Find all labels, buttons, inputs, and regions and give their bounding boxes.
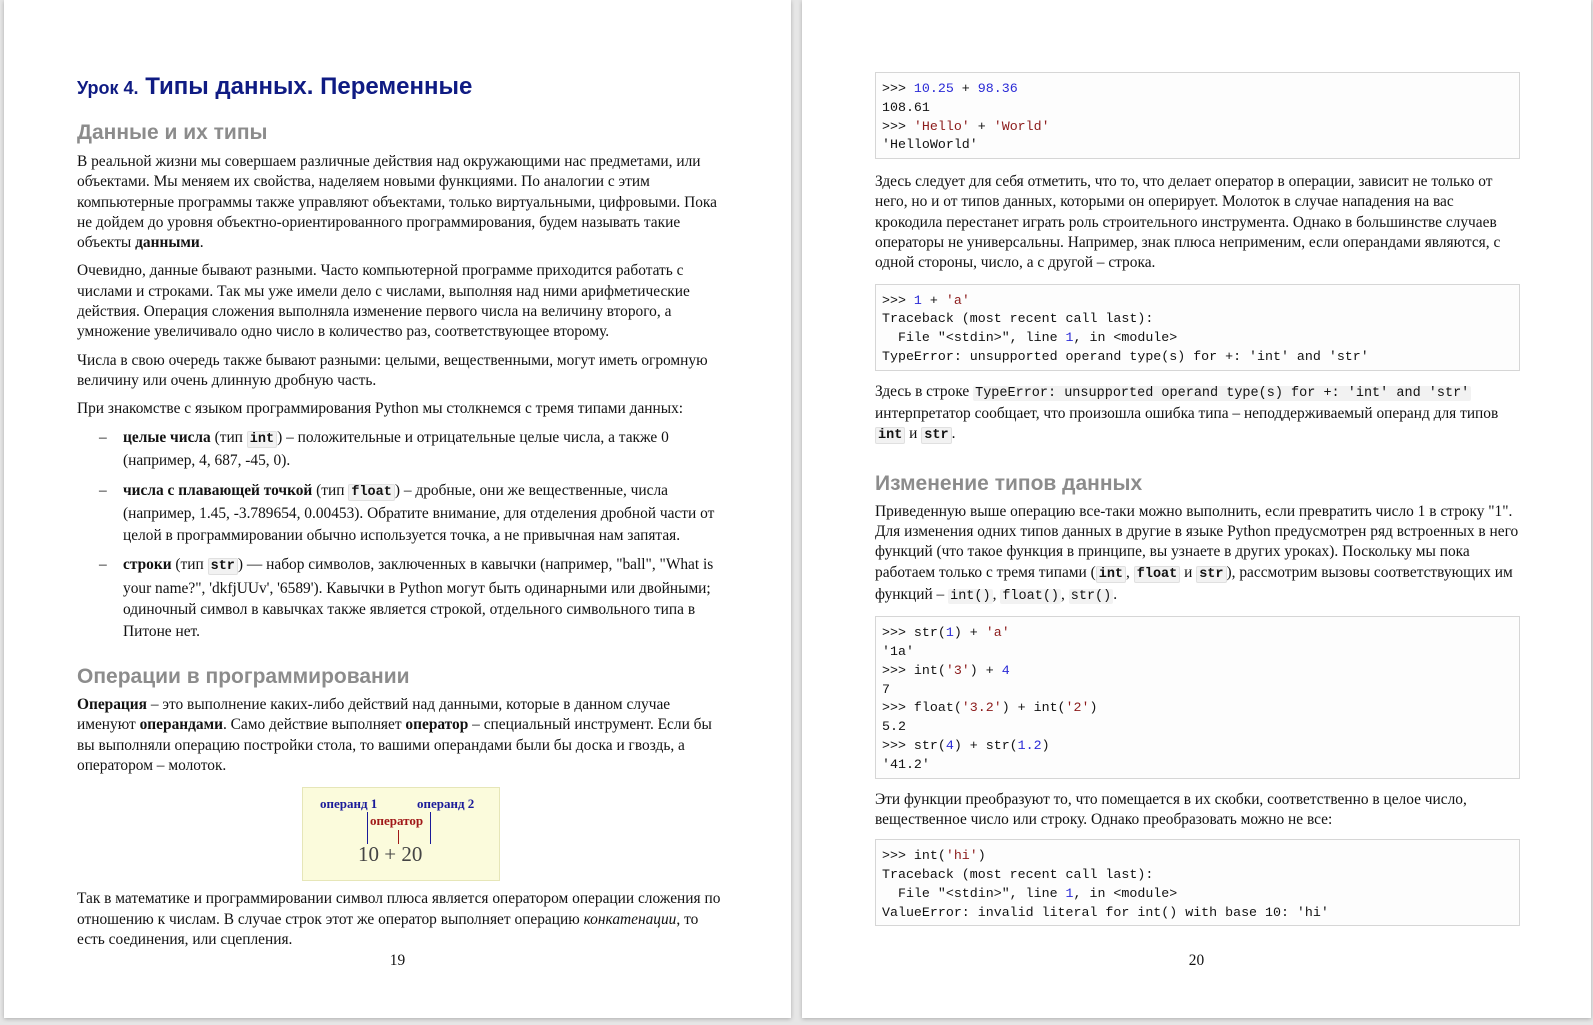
list-item-pre: (тип [312, 481, 349, 499]
code-text-token: ) + [953, 625, 986, 641]
figure-operator-label: оператор [370, 813, 424, 829]
code-text-token: ) '41.2' [882, 738, 1050, 772]
code-text-token: + [969, 118, 994, 134]
code-string-token: 'Hello' [913, 118, 970, 134]
code-string-token: '3.2' [961, 700, 1002, 716]
paragraph-conversion-text-4: ), рассмотрим вызовы соответствующих им функций – [875, 563, 1513, 603]
inline-code: float [348, 484, 395, 501]
code-text-token: ) + [969, 662, 1002, 678]
code-string-token: '3' [945, 662, 970, 678]
code-number-token: 4 [1001, 662, 1010, 678]
paragraph-type-error-text-2: интерпретатор сообщает, что произошла ошибка типа – неподдерживаемый операнд для типов [875, 405, 1499, 423]
list-dash: – [99, 428, 107, 446]
code-string-token: 'World' [993, 118, 1050, 134]
code-text-token: + [921, 292, 946, 308]
code-string-token: '2' [1065, 700, 1090, 716]
code-text-token: ) + str( [953, 738, 1018, 754]
inline-code: TypeError: unsupported operand type(s) for +: 'int' and 'str' [975, 385, 1470, 401]
list-dash: – [99, 556, 107, 574]
page-20-content [875, 72, 1520, 926]
list-item-term: строки [123, 556, 172, 574]
paragraph-operation-text-1: – это выполнение каких-либо действий над данными, которые в данном случае именуют [77, 696, 671, 734]
list-item-term: числа с плавающей точкой [123, 481, 313, 499]
figure-operand-2-label: операнд 2 [417, 796, 475, 812]
inline-code: str() [1070, 588, 1112, 604]
operand-2-pointer [430, 812, 431, 844]
paragraph-conversion-text-6: , [1061, 585, 1069, 603]
inline-code: str [208, 558, 238, 575]
inline-code: int() [950, 588, 991, 604]
paragraph-conversion-text-2: , [1126, 563, 1134, 581]
code-string-token: 'a' [945, 292, 970, 308]
paragraph-intro-bold: данными [135, 234, 200, 252]
inline-code: str [921, 427, 951, 444]
code-text-token: 'HelloWorld' [882, 137, 978, 153]
list-item-text: ) – дробные, они же вещественные, числа (например, 1.45, -3.789654, 0.00453). Обратите внимание, для отделения дробной части от целой в программировании обычно используется точка, а не привычная нам запятая. [123, 481, 715, 544]
inline-code: float [1134, 566, 1181, 583]
paragraph-conversion [875, 502, 1520, 607]
code-text-token: , in <module> TypeError: unsupported operand type(s) for +: 'int' and 'str' [882, 330, 1369, 365]
paragraph-type-error-text-3: и [905, 425, 922, 443]
code-number-token: 1 [913, 292, 922, 308]
list-item [77, 427, 725, 472]
list-item-text: ) — набор символов, заключенных в кавычки (например, "ball", "What is your name?", 'dkfjUUv', '6589'). Кавычки в Python могут быть одинарными или двойными; одиночный символ в кавычках также является строкой, отдельного символьного типа в Питоне нет. [123, 556, 714, 640]
code-text-token: ) 5.2 >>> str( [882, 700, 1098, 754]
code-number-token: 10.25 [913, 81, 954, 96]
paragraph-intro-text: В реальной жизни мы совершаем различные действия над окружающими нас предметами, или объектами. Мы меняем их свойства, наделяем новыми функциями. По аналогии с этим компьютерные программы также управляют объектами, только виртуальными, цифровыми. Пока не дойдем до уровня объектно-ориентированного программирования, будем называть такие объекты [77, 153, 718, 252]
list-dash: – [99, 481, 107, 499]
paragraph-conversion-text-3: и [1180, 563, 1197, 581]
paragraph-operator-depends: Здесь следует для себя отметить, что то, что делает оператор в операции, зависит не только от него, но и от типов данных, которыми он оперирует. Молоток в случае нападения на вас крокодила перестанет играть роль строительного инструмента. Однако в большинстве случаев операторы не универсальны. Например, знак плюса неприменим, если операндами являются, с одной стороны, число, а с другой – строка. [875, 173, 1501, 272]
types-list [77, 427, 725, 643]
code-block [875, 616, 1520, 778]
paragraph-operation-text-2: . Само действие выполняет [222, 716, 406, 734]
paragraph-python-types: При знакомстве с языком программирования Python мы столкнемся с тремя типами данных: [77, 400, 684, 418]
paragraph-operation-text-3: – специальный инструмент. Если бы вы выполняли операцию постройки стола, то вашими операндами были бы доска и гвоздь, а оператором – молоток. [77, 716, 712, 774]
list-item-term: целые числа [123, 428, 211, 446]
code-number-token: 4 [945, 738, 954, 754]
code-text-token: ) Traceback (most recent call last): File "<stdin>", line [882, 848, 1154, 901]
paragraph-type-error [875, 382, 1520, 447]
code-text-token: >>> int( [882, 848, 946, 864]
list-item [77, 480, 725, 547]
term-operator: оператор [405, 716, 469, 734]
paragraph-numbers: Числа в свою очередь также бывают разными: целыми, вещественными, могут иметь огромную величину или очень длинную дробную часть. [77, 351, 708, 389]
list-item-pre: (тип [171, 556, 208, 574]
code-string-token: 'a' [985, 625, 1010, 641]
inline-code: int [247, 431, 277, 448]
page-number: 19 [389, 952, 406, 969]
inline-code: int [1096, 566, 1126, 583]
lesson-title [77, 72, 725, 103]
code-text-token: , in <module> ValueError: invalid literal for int() with base 10: 'hi' [882, 885, 1329, 920]
code-text-token: + [953, 81, 978, 96]
paragraph-type-error-text-1: Здесь в строке [875, 382, 974, 400]
code-text-token: >>> [882, 292, 914, 308]
lesson-title-text: Типы данных. Переменные [145, 73, 473, 100]
inline-code: float() [1002, 588, 1060, 604]
section-heading-type-conversion: Изменение типов данных [875, 471, 1143, 495]
lesson-prefix: Урок 4. [77, 78, 139, 98]
operand-1-pointer [367, 812, 368, 844]
code-number-token: 1 [1065, 885, 1074, 901]
code-number-token: 98.36 [977, 81, 1018, 96]
page-20 [802, 0, 1591, 1018]
section-heading-data-types: Данные и их типы [77, 121, 268, 144]
code-number-token: 1.2 [1017, 738, 1042, 754]
code-text-token: 108.61 >>> [882, 99, 930, 134]
code-text-token: >>> str( [882, 625, 946, 641]
list-item-pre: (тип [210, 428, 247, 446]
term-concatenation: конкатенации [583, 910, 677, 928]
paragraph-conversion-text-1: Приведенную выше операцию все-таки можно выполнить, если превратить число 1 в строку "1". Для изменения одних типов данных в другие в языке Python предусмотрен ряд встроенных в него функций (что такое функция в принципе, вы узнаете в других уроках). Поскольку мы пока работаем только с тремя типами ( [875, 502, 1519, 581]
paragraph-concatenation [77, 889, 725, 950]
list-item [77, 554, 725, 642]
code-block [875, 839, 1520, 926]
term-operands: операндами [139, 716, 223, 734]
code-block [875, 284, 1520, 371]
paragraph-type-error-text-4: . [951, 425, 956, 443]
paragraph-intro-end: . [199, 234, 204, 252]
paragraph-data-differ: Очевидно, данные бывают разными. Часто компьютерной программе приходится работать с числами и строками. Так мы уже имели дело с числами, выполняя над ними арифметические действия. Операция сложения выполняла изменение первого числа на величину второго, а умножение увеличивало одно число в количество раз, соответствующее второму. [77, 262, 690, 341]
page-19-content [77, 72, 725, 950]
code-string-token: 'hi' [945, 848, 978, 864]
paragraph-concatenation-text-2: , то есть соединения, или сцепления. [77, 910, 699, 948]
paragraph-functions-convert: Эти функции преобразуют то, что помещается в их скобки, соответственно в целое число, вещественное число или строку. Однако преобразовать можно не все: [875, 790, 1467, 828]
inline-code: int [875, 427, 905, 444]
code-text-token: '1a' >>> int( [882, 644, 946, 678]
paragraph-conversion-text-5: , [992, 585, 1001, 603]
operator-figure [302, 787, 500, 881]
code-number-token: 1 [1065, 330, 1074, 346]
list-item-text: ) – положительные и отрицательные целые числа, а также 0 (например, 4, 687, -45, 0). [123, 428, 669, 470]
paragraph-intro [77, 152, 725, 253]
code-block [875, 72, 1520, 159]
figure-expression: 10 + 20 [358, 842, 423, 867]
page-number: 20 [1188, 952, 1205, 969]
code-text-token: ) + int( [1001, 700, 1066, 716]
paragraph-operation [77, 695, 725, 776]
paragraph-concatenation-text-1: Так в математике и программировании символ плюса является оператором операции сложения по отношению к числам. В случае строк этот же оператор выполняет операцию [77, 890, 721, 928]
code-text-token: 7 >>> float( [882, 681, 962, 716]
paragraph-conversion-text-7: . [1113, 585, 1118, 603]
figure-operand-1-label: операнд 1 [320, 796, 378, 812]
code-number-token: 1 [945, 625, 954, 641]
page-19 [4, 0, 791, 1018]
figure-wrapper [77, 787, 725, 881]
section-heading-operations: Операции в программировании [77, 665, 410, 689]
inline-code: str [1196, 566, 1226, 583]
code-text-token: Traceback (most recent call last): File "<stdin>", line [882, 311, 1154, 346]
code-text-token: >>> [882, 81, 914, 96]
term-operation: Операция [77, 696, 147, 714]
